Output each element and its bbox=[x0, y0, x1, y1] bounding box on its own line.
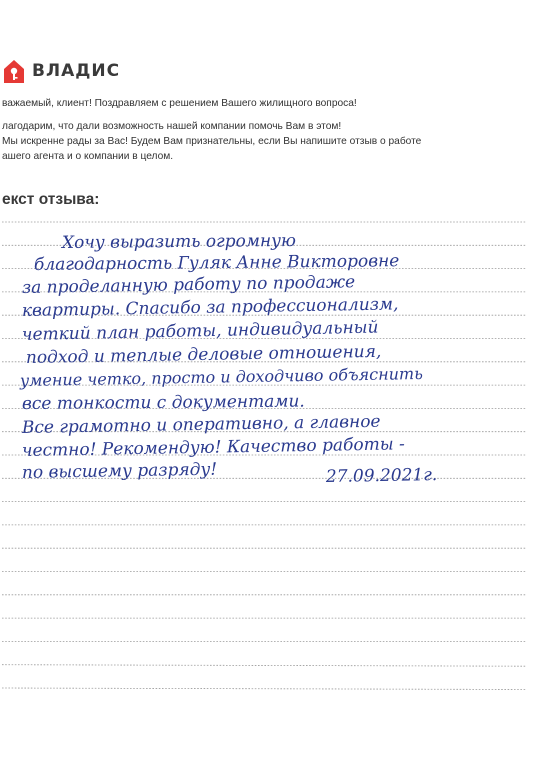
intro-greeting: важаемый, клиент! Поздравляем с решением Вашего жилищного вопроса! bbox=[2, 98, 357, 109]
review-line: квартиры. Спасибо за профессионализм, bbox=[21, 294, 399, 321]
review-line: честно! Рекомендую! Качество работы - bbox=[21, 434, 405, 461]
intro-request: Мы искренне рады за Вас! Будем Вам признательны, если Вы напишите отзыв о работе bbox=[2, 136, 422, 147]
review-line: четкий план работы, индивидуальный bbox=[21, 317, 379, 345]
review-line: все тонкости с документами. bbox=[21, 391, 305, 414]
brand-name: ВЛАДИС bbox=[32, 61, 121, 81]
review-line: Хочу выразить огромную bbox=[61, 230, 297, 253]
intro-request-cont: ашего агента и о компании в целом. bbox=[2, 151, 174, 162]
review-label: екст отзыва: bbox=[2, 191, 100, 208]
review-line: за проделанную работу по продаже bbox=[21, 272, 356, 298]
review-line: Все грамотно и оперативно, а главное bbox=[21, 411, 381, 438]
review-line: благодарность Гуляк Анне Викторовне bbox=[33, 251, 400, 275]
review-date: 27.09.2021г. bbox=[325, 465, 438, 487]
intro-thanks: лагодарим, что дали возможность нашей компании помочь Вам в этом! bbox=[2, 121, 342, 132]
review-line: по высшему разряду! bbox=[21, 459, 218, 483]
review-line: умение четко, просто и доходчиво объяснить bbox=[19, 363, 424, 390]
review-line: подход и теплые деловые отношения, bbox=[25, 341, 382, 368]
